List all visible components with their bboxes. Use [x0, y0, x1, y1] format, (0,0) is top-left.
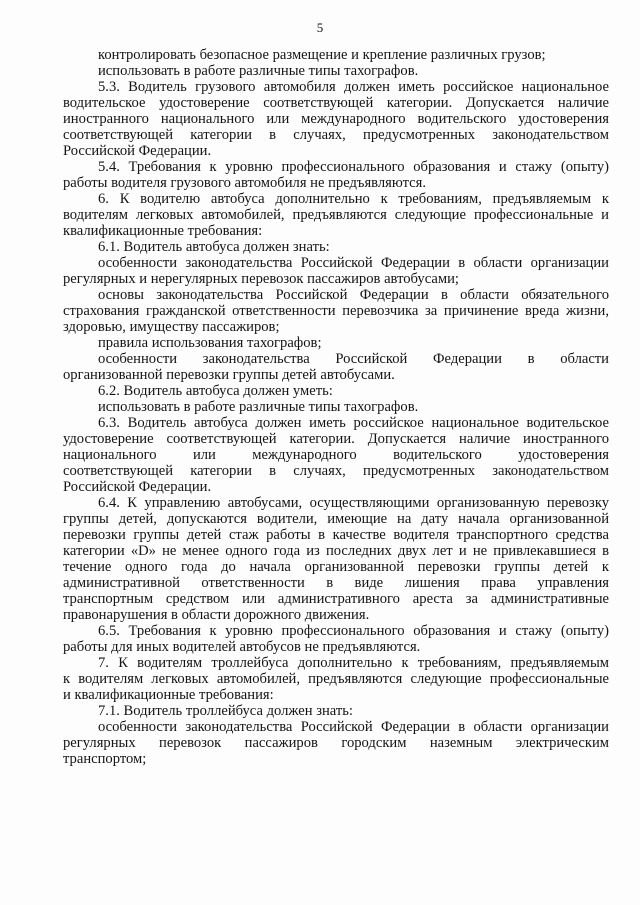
- text-line: 6.2. Водитель автобуса должен уметь:: [98, 383, 333, 399]
- text-line: транспортом;: [63, 751, 147, 767]
- text-line: правила использования тахографов;: [98, 335, 322, 351]
- text-line: 6. К водителю автобуса дополнительно к требованиям, предъявляемым к: [98, 191, 609, 207]
- text-line: течение одного года до начала организованной перевозки группы детей к: [63, 559, 609, 575]
- text-line: водителям легковых автомобилей, предъявляются следующие профессиональные и: [63, 207, 609, 223]
- text-line: национального или международного водительского удостоверения: [63, 447, 609, 463]
- text-line: транспортным средством или административного ареста за административные: [63, 591, 609, 607]
- text-line: иностранного национального или международного водительского удостоверения: [63, 111, 609, 127]
- text-line: здоровью, имуществу пассажиров;: [63, 319, 280, 335]
- text-line: 7.1. Водитель троллейбуса должен знать:: [98, 703, 353, 719]
- text-line: основы законодательства Российской Федерации в области обязательного: [98, 287, 609, 303]
- text-line: работы для иных водителей автобусов не предъявляются.: [63, 639, 421, 655]
- text-line: 7. К водителям троллейбуса дополнительно к требованиям, предъявляемым: [98, 655, 609, 671]
- text-line: страхования гражданской ответственности перевозчика за причинение вреда жизни,: [63, 303, 609, 319]
- text-line: особенности законодательства Российской Федерации в области: [98, 351, 609, 367]
- text-line: соответствующей категории в случаях, предусмотренных законодательством: [63, 127, 609, 143]
- text-line: к водителям легковых автомобилей, предъявляются следующие профессиональные: [63, 671, 609, 687]
- text-line: удостоверение соответствующей категории. Допускается наличие иностранного: [63, 431, 609, 447]
- text-line: соответствующей категории в случаях, предусмотренных законодательством: [63, 463, 609, 479]
- text-line: водительское удостоверение соответствующей категории. Допускается наличие: [63, 95, 609, 111]
- text-line: работы водителя грузового автомобиля не предъявляются.: [63, 175, 426, 191]
- text-line: 5.4. Требования к уровню профессионального образования и стажу (опыту): [98, 159, 609, 175]
- text-line: 6.4. К управлению автобусами, осуществляющими организованную перевозку: [98, 495, 609, 511]
- text-line: 6.5. Требования к уровню профессионального образования и стажу (опыту): [98, 623, 609, 639]
- text-line: Российской Федерации.: [63, 143, 212, 159]
- text-line: регулярных перевозок пассажиров городским наземным электрическим: [63, 735, 609, 751]
- text-line: и квалификационные требования:: [63, 687, 274, 703]
- text-line: Российской Федерации.: [63, 479, 212, 495]
- text-line: особенности законодательства Российской Федерации в области организации: [98, 255, 609, 271]
- text-line: организованной перевозки группы детей автобусами.: [63, 367, 395, 383]
- text-line: правонарушения в области дорожного движения.: [63, 607, 370, 623]
- text-line: группы детей, допускаются водители, имеющие на дату начала организованной: [63, 511, 609, 527]
- text-line: категории «D» не менее одного года из последних двух лет и не привлекавшиеся в: [63, 543, 609, 559]
- text-line: перевозки группы детей стаж работы в качестве водителя транспортного средства: [63, 527, 609, 543]
- text-line: особенности законодательства Российской Федерации в области организации: [98, 719, 609, 735]
- text-line: 6.1. Водитель автобуса должен знать:: [98, 239, 330, 255]
- text-line: использовать в работе различные типы тахографов.: [98, 63, 419, 79]
- text-line: административной ответственности в виде лишения права управления: [63, 575, 609, 591]
- text-line: 6.3. Водитель автобуса должен иметь российское национальное водительское: [98, 415, 609, 431]
- text-line: 5.3. Водитель грузового автомобиля должен иметь российское национальное: [98, 79, 609, 95]
- text-line: контролировать безопасное размещение и крепление различных грузов;: [98, 47, 546, 63]
- text-line: квалификационные требования:: [63, 223, 263, 239]
- text-line: использовать в работе различные типы тахографов.: [98, 399, 419, 415]
- text-line: регулярных и нерегулярных перевозок пассажиров автобусами;: [63, 271, 459, 287]
- page-number: 5: [316, 20, 324, 35]
- document-body: [63, 47, 609, 767]
